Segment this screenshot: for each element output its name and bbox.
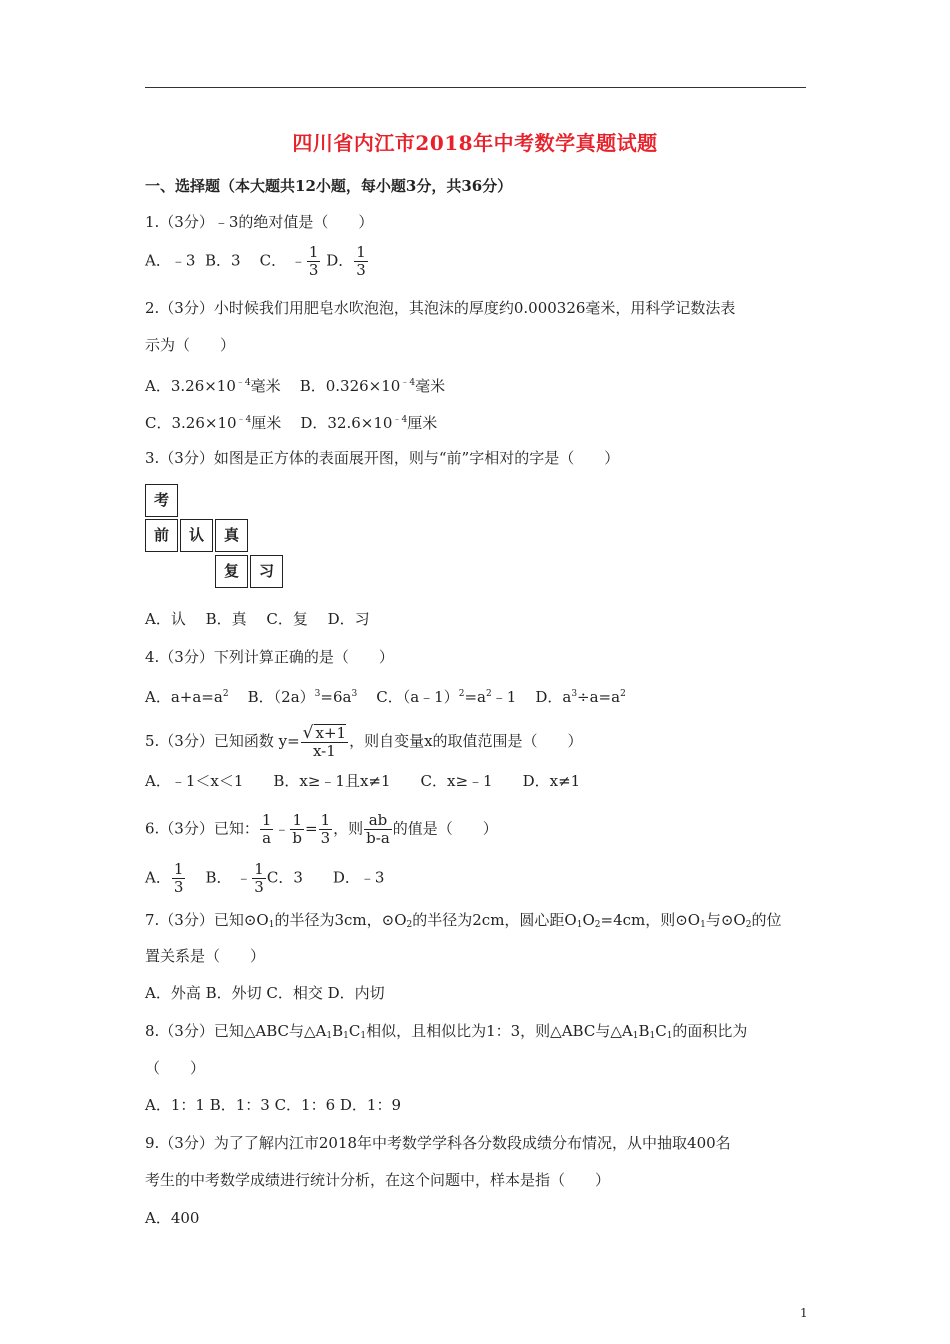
net-cell: 复 <box>215 555 248 588</box>
q1-options: A．﹣3 B．3 C． ﹣ $\frac{1}{3}$ D． $\frac{1}{3}$ <box>145 243 366 279</box>
q7-options: A．外高 B．外切 C．相交 D．内切 <box>145 984 385 1002</box>
q6-options: A． $\frac{1}{3}$ B． ﹣ $\frac{1}{3}$ C．3 D．﹣3 <box>145 860 385 896</box>
section-heading: 一、选择题（本大题共12小题，每小题3分，共36分） <box>145 177 513 195</box>
q9-stem-cont: 考生的中考数学成绩进行统计分析，在这个问题中，样本是指（ ） <box>145 1171 611 1189</box>
q2-stem-cont: 示为（ ） <box>145 336 236 354</box>
q2-options-cd: C．$3.26\times 10^{﹣4}$厘米 D．$32.6\times 10^{﹣4}$厘米 <box>145 414 438 432</box>
q1-fraction-c: $\frac{1}{3}$ <box>308 243 319 279</box>
q9-option-a: A．400 <box>145 1209 200 1227</box>
header-rule <box>145 87 806 88</box>
q5-function-fraction: $\frac{√ x+1}{x-1}$ <box>302 723 347 760</box>
q4-options: A．$a+a=a^2$ B．$(2a)^3=6a^3$ C．$(a﹣1)^2=a^2﹣1$ D．$a^3\div a=a^2$ <box>145 688 626 706</box>
q1-fraction-d: $\frac{1}{3}$ <box>356 243 366 279</box>
q3-options: A．认 B．真 C．复 D．习 <box>145 610 370 628</box>
q7-stem: 7.（3分）已知$⊙O_1$的半径为3cm，$⊙O_2$的半径为2cm，圆心距$O_1O_2=4cm$，则$⊙O_1$与$⊙O_2$的位 <box>145 911 782 930</box>
net-cell: 习 <box>250 555 283 588</box>
q5-options: A．﹣1＜x＜1 B．x≥﹣1且x≠1 C．x≥﹣1 D．x≠1 <box>145 772 581 790</box>
net-cell: 考 <box>145 484 178 517</box>
q4-stem: 4.（3分）下列计算正确的是（ ） <box>145 648 394 666</box>
q6-stem: 6.（3分）已知： $\frac{1}{a}$ ﹣ $\frac{1}{b}$ = $\frac{1}{3}$ ，则 $\frac{ab}{b-a}$ 的值是（ ） <box>145 811 498 847</box>
q7-stem-cont: 置关系是（ ） <box>145 947 266 965</box>
q9-stem: 9.（3分）为了了解内江市2018年中考数学学科各分数段成绩分布情况，从中抽取400名 <box>145 1134 731 1152</box>
q8-stem: 8.（3分）已知△ABC与$\triangle A_1B_1C_1$相似，且相似比为1：3，则△ABC与$\triangle A_1B_1C_1$的面积比为 <box>145 1022 748 1041</box>
net-cell: 前 <box>145 519 178 552</box>
net-cell: 认 <box>180 519 213 552</box>
cube-net-figure <box>145 484 287 590</box>
q8-options: A．1：1 B．1：3 C．1：6 D．1：9 <box>145 1096 402 1114</box>
q8-stem-cont: （ ） <box>145 1059 206 1077</box>
page-number: 1 <box>800 1306 808 1320</box>
q2-stem: 2.（3分）小时候我们用肥皂水吹泡泡，其泡沫的厚度约0.000326毫米，用科学记数法表 <box>145 299 736 317</box>
q3-stem: 3.（3分）如图是正方体的表面展开图，则与“前”字相对的字是（ ） <box>145 449 620 467</box>
page-title: 四川省内江市2018年中考数学真题试题 <box>292 131 658 155</box>
q5-stem: 5.（3分）已知函数 y= $\frac{√ x+1}{x-1}$ ，则自变量x的取值范围是（ ） <box>145 723 583 760</box>
q1-stem: 1.（3分）﹣3的绝对值是（ ） <box>145 213 374 231</box>
q2-options-ab: A．$3.26\times 10^{﹣4}$毫米 B．$0.326\times 10^{﹣4}$毫米 <box>145 377 446 395</box>
net-cell: 真 <box>215 519 248 552</box>
